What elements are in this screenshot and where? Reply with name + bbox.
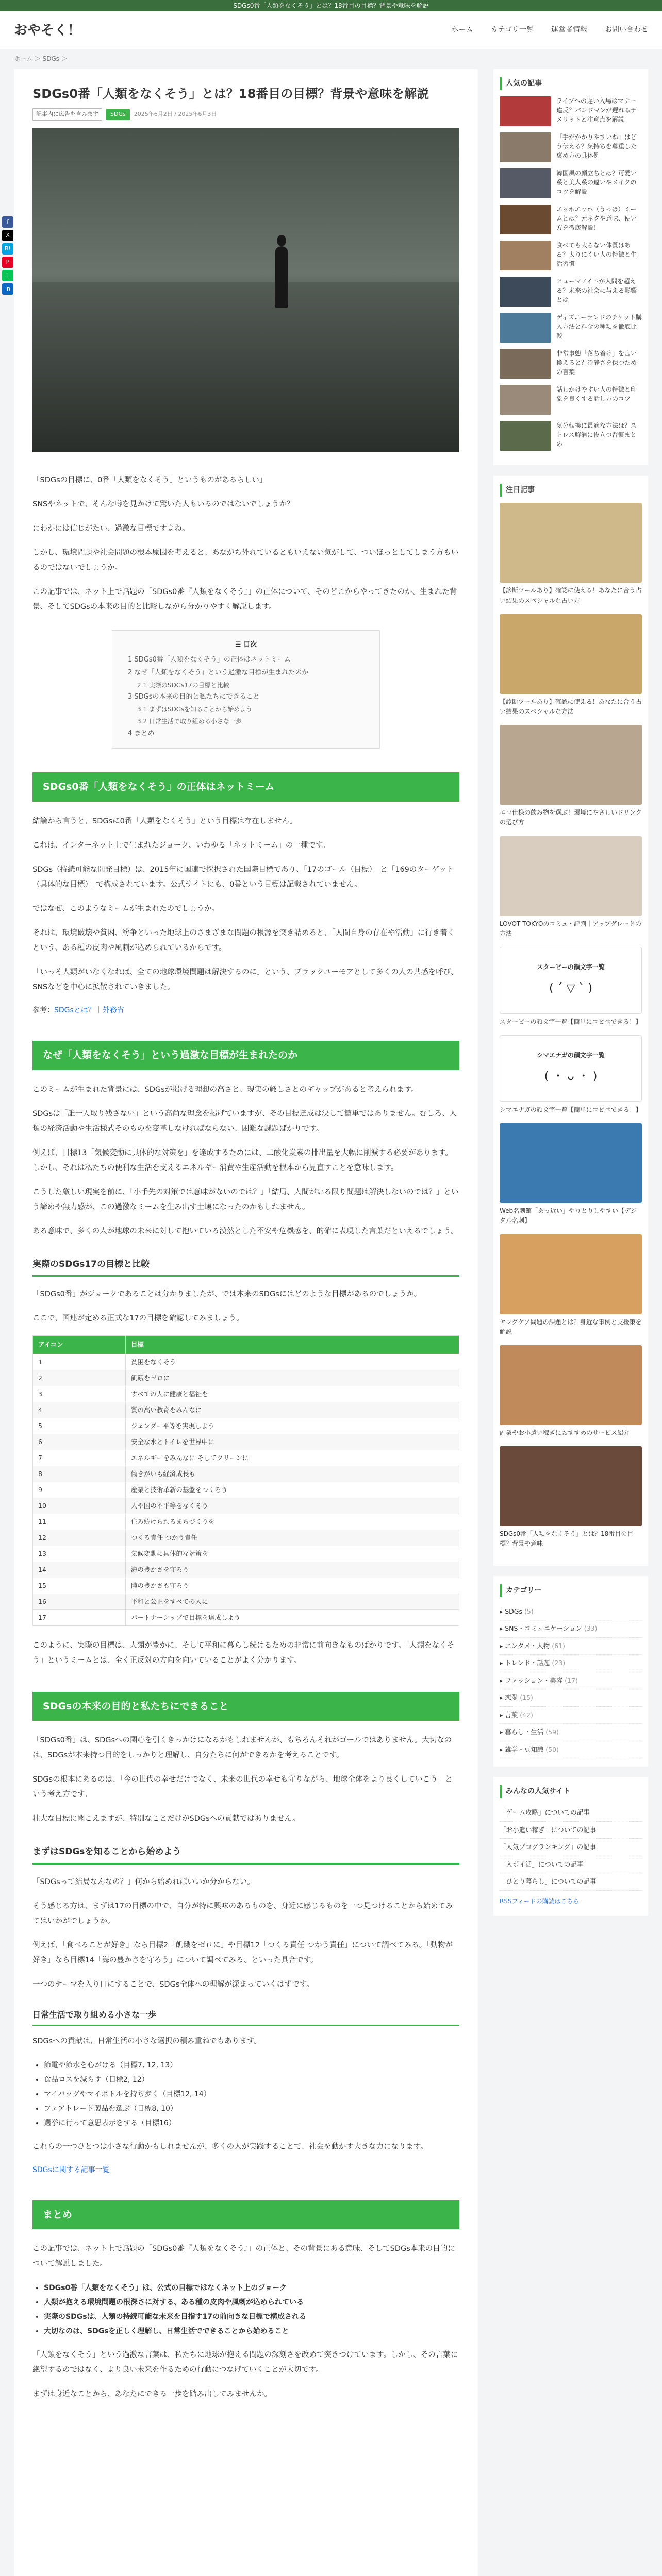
reference-line: 参考：SDGsとは？｜外務省 — [32, 1006, 124, 1014]
paragraph: 「SDGsって結局なんなの？」何から始めればいいか分からない。 — [32, 1877, 255, 1886]
paragraph: これは、インターネット上で生まれたジョーク、いわゆる「ネットミーム」の一種です。 — [32, 841, 330, 850]
table-cell: つくる責任 つかう責任 — [125, 1530, 459, 1546]
article-main — [14, 69, 478, 2576]
list-item: • 食品ロスを減らす（目標2, 12） — [44, 2073, 459, 2087]
global-nav — [452, 24, 648, 37]
subsection-heading-3-1: まずはSDGsを知ることから始めよう — [32, 1844, 459, 1865]
kaomoji-card-title: シマエナガの顔文字一覧 — [537, 1052, 605, 1059]
featured-item[interactable] — [500, 1123, 642, 1226]
thumbnail — [500, 241, 551, 270]
table-row — [33, 1514, 459, 1530]
category-item[interactable] — [500, 1707, 642, 1724]
ranking-item[interactable] — [500, 313, 642, 343]
kaomoji-card-title: スターピーの顔文字一覧 — [537, 963, 605, 971]
list-item: • 節電や節水を心がける（目標7, 12, 13） — [44, 2058, 459, 2073]
paragraph: 一つのテーマを入り口にすることで、SDGs全体への理解が深まっていくはずです。 — [32, 1980, 314, 1989]
related-articles-link[interactable]: SDGsに関する記事一覧 — [32, 2165, 110, 2174]
section-heading-2: なぜ「人類をなくそう」という過激な目標が生まれたのか — [32, 1041, 459, 1070]
kaomoji-card — [500, 1035, 642, 1102]
paragraph: しかし、環境問題や社会問題の根本原因を考えると、あながち外れているともいえない気がして、ついほっとしてしまう方もいるのではないでしょうか。 — [32, 548, 459, 572]
table-cell: 6 — [33, 1434, 126, 1450]
toc-item[interactable]: 2 なぜ「人類をなくそう」という過激な目標が生まれたのか — [128, 668, 309, 676]
table-row — [33, 1434, 459, 1450]
table-row — [33, 1482, 459, 1498]
featured-item[interactable] — [500, 614, 642, 717]
paragraph: 壮大な目標に聞こえますが、特別なことだけがSDGsへの貢献ではありません。 — [32, 1815, 300, 1823]
table-cell: 9 — [33, 1482, 126, 1498]
paragraph: こうした厳しい現実を前に、「小手先の対策では意味がないのでは？」「結局、人間がいる限り問題は解決しないのでは？」という諦めや無力感が、この過激なミームを生み出す土壌になったのかもしれません。 — [32, 1188, 459, 1211]
ranking-title: 食べても太らない体質はある？太りにくい人の特徴と生活習慣 — [556, 242, 637, 268]
category-count: (42) — [520, 1710, 533, 1719]
table-row — [33, 1354, 459, 1370]
table-cell: 平和と公正をすべての人に — [125, 1594, 459, 1609]
featured-item[interactable] — [500, 836, 642, 939]
list-item: • 人類が抱える環境問題の根深さに対する、ある種の皮肉や風刺が込められている — [44, 2295, 459, 2310]
paragraph: 結論から言うと、SDGsに0番「人類をなくそう」という目標は存在しません。 — [32, 817, 297, 825]
table-cell: 人や国の不平等をなくそう — [125, 1498, 459, 1514]
featured-title: LOVOT TOKYOのコミュ・評判｜アップグレードの方法 — [500, 920, 641, 937]
nav-item-2[interactable]: 運営者情報 — [551, 26, 587, 35]
article-date: 2025年6月2日 / 2025年6月3日 — [134, 111, 217, 117]
table-cell: 気候変動に具体的な対策を — [125, 1546, 459, 1562]
kaomoji-face: ( ・ ᴗ ・ ) — [544, 1070, 598, 1083]
featured-title: シマエナガの顔文字一覧【簡単にコピペできる！】 — [500, 1106, 642, 1114]
table-row — [33, 1370, 459, 1386]
category-name: ▸ SNS・コミュニケーション — [500, 1624, 584, 1633]
page-title: SDGs0番「人類をなくそう」とは？18番目の目標？背景や意味を解説 — [32, 87, 429, 101]
table-row — [33, 1450, 459, 1466]
category-count: (50) — [545, 1745, 559, 1753]
table-row — [33, 1498, 459, 1514]
recommend-title: みんなの人気サイト — [500, 1785, 642, 1798]
thumbnail — [500, 1446, 642, 1526]
list-item: • フェアトレード製品を選ぶ（目標8, 10） — [44, 2102, 459, 2116]
category-name: ▸ トレンド・話題 — [500, 1659, 552, 1667]
table-cell: すべての人に健康と福祉を — [125, 1386, 459, 1402]
recommend-link[interactable]: 「ゲーム攻略」についての記事 — [500, 1804, 642, 1822]
topbar: SDGs0番「人類をなくそう」とは？18番目の目標？背景や意味を解説 — [0, 0, 662, 11]
category-name: ▸ エンタメ・人物 — [500, 1641, 552, 1650]
table-cell: 安全な水とトイレを世界中に — [125, 1434, 459, 1450]
paragraph: にわかには信じがたい、過激な目標ですよね。 — [32, 524, 190, 533]
table-row — [33, 1594, 459, 1609]
ranking-title: ヒューマノイドが人間を超える？未来の社会に与える影響とは — [556, 278, 637, 304]
ranking-title: ディズニーランドのチケット購入方法と料金の種類を徹底比較 — [556, 314, 642, 340]
ranking-item[interactable] — [500, 96, 642, 126]
thumbnail — [500, 132, 551, 162]
rss-link[interactable]: RSSフィードの購読はこちら — [500, 1897, 580, 1905]
category-widget — [493, 1576, 648, 1767]
share-button[interactable]: f — [2, 216, 13, 228]
table-cell: 飢餓をゼロに — [125, 1370, 459, 1386]
paragraph: ここで、国連が定める正式な17の目標を確認してみましょう。 — [32, 1314, 244, 1323]
share-bar — [2, 216, 13, 295]
recommend-link[interactable]: 「人気ブログランキング」の記事 — [500, 1839, 642, 1856]
list-item: • 選挙に行って意思表示をする（目標16） — [44, 2116, 459, 2130]
subsection-heading-3-2: 日常生活で取り組める小さな一歩 — [32, 2008, 459, 2026]
featured-title: スターピーの顔文字一覧【簡単にコピペできる！】 — [500, 1018, 642, 1025]
recommend-link[interactable]: 「入ポイ活」についての記事 — [500, 1856, 642, 1874]
list-item: • マイバッグやマイボトルを持ち歩く（目標12, 14） — [44, 2087, 459, 2102]
featured-title: エコ仕様の飲み物を選ぶ！環境にやさしいドリンクの選び方 — [500, 809, 642, 826]
ranking-title: ライブへの遅い入場はマナー違反？バンドマンが遅れるデメリットと注意点を解説 — [556, 97, 637, 124]
toc-item[interactable]: 3.2 日常生活で取り組める小さな一歩 — [137, 717, 242, 725]
table-cell: 産業と技術革新の基盤をつくろう — [125, 1482, 459, 1498]
table-cell: 8 — [33, 1466, 126, 1482]
thumbnail — [500, 503, 642, 583]
category-item[interactable] — [500, 1620, 642, 1638]
category-name: ▸ 雑学・豆知識 — [500, 1745, 546, 1753]
thumbnail — [500, 725, 642, 805]
table-row — [33, 1562, 459, 1578]
table-cell: 海の豊かさを守ろう — [125, 1562, 459, 1578]
paragraph: この記事では、ネット上で話題の「SDGs0番『人類をなくそう』」の正体と、その背景にある意味、そしてSDGs本来の目的について解説しました。 — [32, 2245, 455, 2268]
toc-title: ☰ 目次 — [235, 640, 257, 649]
list-icon: ☰ — [235, 640, 244, 649]
article-meta — [32, 108, 459, 121]
paragraph: 「SDGs0番」がジョークであることは分かりましたが、では本来のSDGsにはどのような目標があるのでしょうか。 — [32, 1290, 422, 1299]
paragraph: 「SDGs0番」は、SDGsへの関心を引くきっかけになるかもしれませんが、もちろんそれがゴールではありません。大切なのは、SDGsが本来持つ目的をしっかりと理解し、自分たちに何ができるかを考えることです。 — [32, 1736, 452, 1760]
category-name: ▸ ファッション・美容 — [500, 1676, 565, 1684]
sdgs-goals-table — [32, 1335, 459, 1626]
ranking-item[interactable] — [500, 277, 642, 307]
list-item: • 大切なのは、SDGsを正しく理解し、日常生活でできることから始めること — [44, 2324, 459, 2338]
table-cell: 働きがいも経済成長も — [125, 1466, 459, 1482]
featured-title: 【診断ツールあり】確認に使える！あなたに合う占い結果のスペシャルな占い方 — [500, 587, 642, 604]
site-logo[interactable]: おやそく！ — [14, 22, 81, 38]
recommend-link[interactable]: 「お小遣い稼ぎ」についての記事 — [500, 1822, 642, 1839]
paragraph: SDGs（持続可能な開発目標）は、2015年に国連で採択された国際目標であり、「17のゴール（目標）」と「169のターゲット（具体的な目標）」で構成されています。公式サイトにも、0番という目標は記載されていません。 — [32, 865, 454, 889]
sidebar — [493, 69, 648, 1926]
section-heading-3: SDGsの本来の目的と私たちにできること — [32, 1692, 459, 1721]
thumbnail — [500, 349, 551, 379]
table-row — [33, 1466, 459, 1482]
paragraph: SDGsへの貢献は、日常生活の小さな選択の積み重ねでもあります。 — [32, 2037, 261, 2045]
paragraph: SNSやネットで、そんな噂を見かけて驚いた人もいるのではないでしょうか？ — [32, 500, 294, 509]
table-cell: 貧困をなくそう — [125, 1354, 459, 1370]
category-count: (15) — [520, 1693, 533, 1702]
paragraph: 「SDGsの目標に、0番「人類をなくそう」というものがあるらしい」 — [32, 476, 267, 484]
table-cell: 4 — [33, 1402, 126, 1418]
category-badge[interactable]: SDGs — [106, 109, 130, 120]
kaomoji-card — [500, 947, 642, 1014]
paragraph: 例えば、「食べることが好き」なら目標2「飢餓をゼロに」や目標12「つくる責任 つかう責任」について調べてみる。「動物が好き」なら目標14「海の豊かさを守ろう」について調べてみる、といった具合です。 — [32, 1941, 453, 1964]
table-cell: 10 — [33, 1498, 126, 1514]
ranking-item[interactable] — [500, 421, 642, 451]
category-count: (33) — [584, 1624, 598, 1633]
section-heading-1: SDGs0番「人類をなくそう」の正体はネットミーム — [32, 772, 459, 802]
category-count: (59) — [545, 1728, 559, 1736]
table-cell: エネルギーをみんなに そしてクリーンに — [125, 1450, 459, 1466]
category-item[interactable] — [500, 1741, 642, 1759]
category-count: (23) — [552, 1659, 566, 1667]
thumbnail — [500, 1123, 642, 1203]
thumbnail — [500, 836, 642, 916]
paragraph: これらの一つひとつは小さな行動かもしれませんが、多くの人が実践することで、社会を動かす大きな力になります。 — [32, 2142, 428, 2151]
thumbnail — [500, 205, 551, 234]
paragraph: SDGsは「誰一人取り残さない」という高尚な理念を掲げていますが、その目標達成は決して簡単ではありません。むしろ、人類の経済活動や生活様式そのものを変革しなければならない、困難な課題ばかりです。 — [32, 1109, 457, 1133]
table-row — [33, 1546, 459, 1562]
category-item[interactable] — [500, 1603, 642, 1621]
featured-item[interactable] — [500, 1234, 642, 1337]
thumbnail — [500, 96, 551, 126]
recommend-link[interactable]: 「ひとり暮らし」についての記事 — [500, 1873, 642, 1891]
featured-title: SDGs0番「人類をなくそう」とは？18番目の目標？背景や意味 — [500, 1530, 634, 1548]
featured-widget — [493, 476, 648, 1565]
toc-item[interactable]: 1 SDGs0番「人類をなくそう」の正体はネットミーム — [128, 656, 291, 664]
table-cell: 14 — [33, 1562, 126, 1578]
table-cell: 13 — [33, 1546, 126, 1562]
share-button[interactable]: in — [2, 283, 13, 295]
thumbnail — [500, 385, 551, 415]
thumbnail — [500, 1234, 642, 1314]
ranking-item[interactable] — [500, 385, 642, 415]
paragraph: 「いっそ人類がいなくなれば、全ての地球環境問題は解決するのに」という、ブラックユーモアとして多くの人の共感を呼び、SNSなどを中心に拡散されていきました。 — [32, 968, 458, 991]
section-heading-4: まとめ — [32, 2200, 459, 2230]
paragraph: ある意味で、多くの人が地球の未来に対して抱いている漠然とした不安や危機感を、的確に表現した言葉だといえるでしょう。 — [32, 1227, 459, 1235]
table-cell: ジェンダー平等を実現しよう — [125, 1418, 459, 1434]
category-item[interactable] — [500, 1638, 642, 1655]
ranking-title: 非常事態「落ち着け」を言い換えると？冷静さを保つための言葉 — [556, 350, 637, 376]
ranking-item[interactable] — [500, 349, 642, 379]
paragraph: まずは身近なことから、あなたにできる一歩を踏み出してみませんか。 — [32, 2390, 272, 2399]
share-button[interactable]: X — [2, 230, 13, 241]
paragraph: ではなぜ、このようなミームが生まれたのでしょうか。 — [32, 904, 220, 913]
featured-title: 【診断ツールあり】確認に使える！あなたに合う占い結果のスペシャルな方法 — [500, 698, 642, 715]
table-row — [33, 1609, 459, 1625]
kaomoji-face: ( ´ ▽ ` ) — [549, 981, 593, 995]
header — [0, 11, 662, 49]
featured-item[interactable] — [500, 1446, 642, 1549]
ranking-item[interactable] — [500, 205, 642, 234]
action-list — [44, 2058, 459, 2130]
kaomoji-item[interactable] — [500, 1035, 642, 1115]
category-count: (17) — [565, 1676, 578, 1684]
list-item: • 実際のSDGsは、人類の持続可能な未来を目指す17の前向きな目標で構成される — [44, 2310, 459, 2324]
featured-item[interactable] — [500, 1345, 642, 1438]
thumbnail — [500, 277, 551, 307]
table-cell: 住み続けられるまちづくりを — [125, 1514, 459, 1530]
category-item[interactable] — [500, 1672, 642, 1690]
thumbnail — [500, 614, 642, 694]
category-item[interactable] — [500, 1655, 642, 1672]
paragraph: SDGsの根本にあるのは、「今の世代の幸せだけでなく、未来の世代の幸せも守りながら、地球全体をより良くしていこう」という考え方です。 — [32, 1775, 453, 1799]
share-button[interactable]: L — [2, 270, 13, 281]
table-row — [33, 1578, 459, 1594]
thumbnail — [500, 168, 551, 198]
paragraph: 例えば、目標13「気候変動に具体的な対策を」を達成するためには、二酸化炭素の排出量を大幅に削減する必要があります。しかし、それは私たちの便利な生活を支えるエネルギー消費や生産活動を根本から見直すことを意味します。 — [32, 1148, 453, 1172]
category-name: ▸ SDGs — [500, 1607, 524, 1615]
table-header: アイコン — [33, 1336, 126, 1354]
paragraph: このように、実際の目標は、人類が豊かに、そして平和に暮らし続けるための非常に前向きなものばかりです。「人類をなくそう」というミームとは、全く正反対の方向を向いていることがよく分かります。 — [32, 1641, 455, 1665]
recommend-widget — [493, 1777, 648, 1915]
share-button[interactable]: B! — [2, 243, 13, 255]
summary-list — [44, 2281, 459, 2338]
table-cell: 1 — [33, 1354, 126, 1370]
table-header: 目標 — [125, 1336, 459, 1354]
toc-item[interactable]: 4 まとめ — [128, 729, 155, 737]
table-row — [33, 1418, 459, 1434]
thumbnail — [500, 421, 551, 451]
ranking-item[interactable] — [500, 241, 642, 270]
table-cell: 7 — [33, 1450, 126, 1466]
table-cell: 15 — [33, 1578, 126, 1594]
table-cell: 11 — [33, 1514, 126, 1530]
subsection-heading-2-1: 実際のSDGs17の目標と比較 — [32, 1257, 459, 1277]
featured-item[interactable] — [500, 503, 642, 605]
breadcrumb[interactable]: ホーム ＞ SDGs ＞ — [14, 55, 68, 62]
paragraph: このミームが生まれた背景には、SDGsが掲げる理想の高さと、現実の厳しさとのギャップがあると考えられます。 — [32, 1085, 419, 1094]
ranking-title: 話しかけやすい人の特徴と印象を良くする話し方のコツ — [556, 386, 637, 403]
ranking-item[interactable] — [500, 132, 642, 162]
table-cell: 3 — [33, 1386, 126, 1402]
category-item[interactable] — [500, 1724, 642, 1741]
nav-item-0[interactable]: ホーム — [451, 26, 473, 35]
category-item[interactable] — [500, 1689, 642, 1707]
featured-title: 副業やお小遣い稼ぎにおすすめのサービス紹介 — [500, 1429, 630, 1436]
toc-item[interactable]: 3.1 まずはSDGsを知ることから始めよう — [137, 706, 253, 714]
category-name: ▸ 恋愛 — [500, 1693, 520, 1702]
table-cell: 16 — [33, 1594, 126, 1609]
category-count: (5) — [524, 1607, 534, 1615]
table-cell: パートナーシップで目標を達成しよう — [125, 1609, 459, 1625]
table-cell: 2 — [33, 1370, 126, 1386]
table-of-contents — [112, 630, 380, 749]
reference-link[interactable]: SDGsとは？｜外務省 — [54, 1006, 124, 1014]
table-cell: 質の高い教育をみんなに — [125, 1402, 459, 1418]
category-name: ▸ 言葉 — [500, 1710, 520, 1719]
list-item: • SDGs0番「人類をなくそう」は、公式の目標ではなくネット上のジョーク — [44, 2281, 459, 2295]
toc-item[interactable]: 3 SDGsの本来の目的と私たちにできること — [128, 693, 260, 701]
kaomoji-item[interactable] — [500, 947, 642, 1027]
table-row — [33, 1402, 459, 1418]
featured-title: ヤングケア問題の課題とは？身近な事例と支援策を解説 — [500, 1318, 642, 1335]
featured-item[interactable] — [500, 725, 642, 827]
share-button[interactable]: P — [2, 257, 13, 268]
ranking-item[interactable] — [500, 168, 642, 198]
toc-item[interactable]: 2.1 実際のSDGs17の目標と比較 — [137, 681, 229, 689]
paragraph: 「人類をなくそう」という過激な言葉は、私たちに地球が抱える問題の深刻さを改めて突きつけています。しかし、その言葉に絶望するのではなく、より良い未来を作るための行動につなげていくことが大切です。 — [32, 2351, 458, 2375]
table-row — [33, 1530, 459, 1546]
paragraph: それは、環境破壊や貧困、紛争といった地球上のさまざまな問題の根源を突き詰めると、「人間自身の存在や活動」に行き着くという、ある種の皮肉や風刺が込められているからです。 — [32, 928, 455, 952]
ranking-title: 気分転換に最適な方法は？ストレス解消に役立つ習慣まとめ — [556, 422, 637, 448]
table-cell: 17 — [33, 1609, 126, 1625]
table-row — [33, 1386, 459, 1402]
category-count: (61) — [552, 1641, 565, 1650]
table-cell: 5 — [33, 1418, 126, 1434]
ranking-title: 人気の記事 — [500, 77, 642, 90]
nav-item-3[interactable]: お問い合わせ — [605, 26, 648, 35]
nav-item-1[interactable]: カテゴリ一覧 — [490, 26, 534, 35]
hero-image — [32, 128, 459, 452]
category-title: カテゴリー — [500, 1584, 642, 1597]
ranking-title: 韓国風の顔立ちとは？可愛い系と美人系の違いやメイクのコツを解説 — [556, 170, 637, 196]
thumbnail — [500, 1345, 642, 1425]
paragraph: この記事では、ネット上で話題の「SDGs0番『人類をなくそう』」の正体について、そのどこからやってきたのか、生まれた背景、そしてSDGsの本来の目的と比較しながら分かりやすく解説します。 — [32, 587, 457, 611]
thumbnail — [500, 313, 551, 343]
ranking-title: エッホエッホ（うっほ）ミームとは？元ネタや意味、使い方を徹底解説！ — [556, 206, 637, 232]
paragraph: そう感じる方は、まずは17の目標の中で、自分が特に興味のあるものを、身近に感じるものを一つ見つけることから始めてみてはいかがでしょうか。 — [32, 1902, 453, 1925]
featured-title: Web名刺館「あっ近い」やりとりしやすい【デジタル名刺】 — [500, 1207, 637, 1225]
category-name: ▸ 暮らし・生活 — [500, 1728, 546, 1736]
table-cell: 12 — [33, 1530, 126, 1546]
table-cell: 陸の豊かさも守ろう — [125, 1578, 459, 1594]
ranking-widget — [493, 69, 648, 465]
pr-notice: 記事内に広告を含みます — [32, 108, 102, 121]
featured-title: 注目記事 — [500, 484, 642, 497]
ranking-title: 「手がかかりやすいね」はどう伝える？気持ちを尊重した褒め方の具体例 — [556, 133, 637, 160]
